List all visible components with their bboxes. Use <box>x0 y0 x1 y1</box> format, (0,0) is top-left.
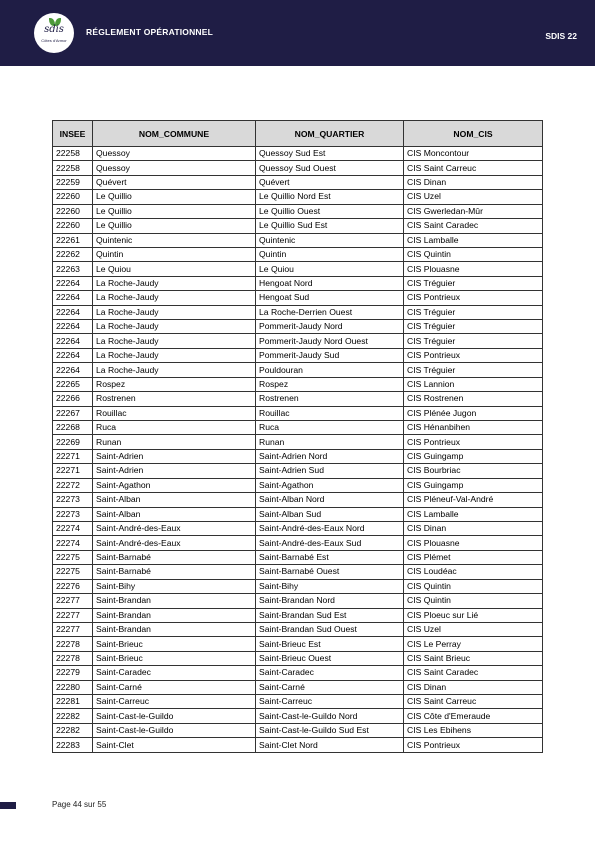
table-row <box>53 723 543 737</box>
table-cell: Saint-Agathon <box>93 478 256 492</box>
table-row <box>53 478 543 492</box>
table-cell: Quintin <box>256 247 404 261</box>
table-row <box>53 435 543 449</box>
table-cell: Rospez <box>256 377 404 391</box>
table-cell: Runan <box>93 435 256 449</box>
table-cell: Saint-Adrien Sud <box>256 464 404 478</box>
table-cell: 22278 <box>53 651 93 665</box>
footer-accent-bar <box>0 802 16 809</box>
table-cell: CIS Saint Brieuc <box>404 651 543 665</box>
table-row <box>53 464 543 478</box>
table-cell: 22282 <box>53 723 93 737</box>
table-cell: Le Quiou <box>256 262 404 276</box>
table-cell: CIS Uzel <box>404 622 543 636</box>
table-cell: 22272 <box>53 478 93 492</box>
column-header: INSEE <box>53 121 93 147</box>
table-cell: Saint-Cast-le-Guildo Nord <box>256 709 404 723</box>
table-row <box>53 536 543 550</box>
table-cell: 22258 <box>53 161 93 175</box>
table-cell: Ruca <box>93 421 256 435</box>
table-cell: Quessoy <box>93 161 256 175</box>
table-row <box>53 406 543 420</box>
table-cell: Saint-André-des-Eaux Nord <box>256 521 404 535</box>
table-cell: CIS Guingamp <box>404 449 543 463</box>
table-cell: 22274 <box>53 536 93 550</box>
table-cell: 22278 <box>53 637 93 651</box>
table-row <box>53 147 543 161</box>
table-row <box>53 666 543 680</box>
table-cell: Quévert <box>93 175 256 189</box>
column-header: NOM_COMMUNE <box>93 121 256 147</box>
table-cell: Quintenic <box>93 233 256 247</box>
table-cell: CIS Quintin <box>404 594 543 608</box>
table-cell: Quessoy <box>93 147 256 161</box>
table-cell: La Roche-Jaudy <box>93 320 256 334</box>
table-cell: Saint-Brandan Sud Est <box>256 608 404 622</box>
table-cell: CIS Le Perray <box>404 637 543 651</box>
table-row <box>53 637 543 651</box>
table-row <box>53 320 543 334</box>
table-row <box>53 608 543 622</box>
table-cell: Quévert <box>256 175 404 189</box>
table-cell: Saint-André-des-Eaux Sud <box>256 536 404 550</box>
insee-cis-table <box>52 120 543 753</box>
table-cell: Ruca <box>256 421 404 435</box>
table-row <box>53 276 543 290</box>
table-cell: CIS Plouasne <box>404 262 543 276</box>
table-cell: CIS Plouasne <box>404 536 543 550</box>
table-row <box>53 594 543 608</box>
table-cell: CIS Hénanbihen <box>404 421 543 435</box>
table-row <box>53 579 543 593</box>
table-cell: 22280 <box>53 680 93 694</box>
table-cell: 22264 <box>53 276 93 290</box>
table-cell: Saint-Adrien <box>93 449 256 463</box>
table-cell: CIS Saint Carreuc <box>404 695 543 709</box>
table-cell: Saint-Cast-le-Guildo <box>93 723 256 737</box>
table-cell: Le Quillio Ouest <box>256 204 404 218</box>
table-cell: Saint-André-des-Eaux <box>93 536 256 550</box>
table-cell: 22264 <box>53 348 93 362</box>
table-cell: CIS Uzel <box>404 190 543 204</box>
table-row <box>53 449 543 463</box>
table-cell: 22259 <box>53 175 93 189</box>
table-cell: CIS Guingamp <box>404 478 543 492</box>
table-cell: Saint-Alban Sud <box>256 507 404 521</box>
table-header-row <box>53 121 543 147</box>
table-row <box>53 190 543 204</box>
table-row <box>53 651 543 665</box>
table-cell: 22264 <box>53 334 93 348</box>
table-cell: CIS Tréguier <box>404 363 543 377</box>
table-cell: CIS Tréguier <box>404 305 543 319</box>
table-row <box>53 738 543 752</box>
table-cell: Saint-Brieuc <box>93 637 256 651</box>
table-cell: Saint-Brieuc Ouest <box>256 651 404 665</box>
table-row <box>53 680 543 694</box>
table-cell: CIS Saint Carreuc <box>404 161 543 175</box>
table-cell: CIS Moncontour <box>404 147 543 161</box>
table-cell: Quessoy Sud Ouest <box>256 161 404 175</box>
table-row <box>53 334 543 348</box>
table-cell: 22273 <box>53 493 93 507</box>
table-cell: CIS Pontrieux <box>404 435 543 449</box>
table-cell: Hengoat Nord <box>256 276 404 290</box>
table-cell: CIS Dinan <box>404 521 543 535</box>
table-cell: CIS Les Ebihens <box>404 723 543 737</box>
table-cell: La Roche-Jaudy <box>93 291 256 305</box>
table-cell: Saint-Caradec <box>93 666 256 680</box>
table-cell: Saint-Barnabé Ouest <box>256 565 404 579</box>
table-row <box>53 291 543 305</box>
table-cell: Saint-Clet <box>93 738 256 752</box>
table-cell: Saint-Brandan Sud Ouest <box>256 622 404 636</box>
table-cell: Quintin <box>93 247 256 261</box>
table-row <box>53 161 543 175</box>
table-row <box>53 622 543 636</box>
table-cell: Saint-Carreuc <box>256 695 404 709</box>
table-cell: CIS Pléneuf-Val-André <box>404 493 543 507</box>
table-cell: 22275 <box>53 550 93 564</box>
table-row <box>53 709 543 723</box>
table-cell: Le Quillio <box>93 219 256 233</box>
table-row <box>53 233 543 247</box>
table-cell: Saint-Bihy <box>256 579 404 593</box>
table-cell: CIS Pontrieux <box>404 291 543 305</box>
column-header: NOM_CIS <box>404 121 543 147</box>
table-cell: Saint-Agathon <box>256 478 404 492</box>
table-cell: CIS Lannion <box>404 377 543 391</box>
table-row <box>53 565 543 579</box>
table-cell: Saint-Bihy <box>93 579 256 593</box>
table-cell: 22277 <box>53 594 93 608</box>
table-cell: 22261 <box>53 233 93 247</box>
table-cell: Le Quillio <box>93 204 256 218</box>
table-cell: 22264 <box>53 320 93 334</box>
table-cell: CIS Loudéac <box>404 565 543 579</box>
table-cell: 22277 <box>53 608 93 622</box>
table-cell: Saint-Brandan <box>93 622 256 636</box>
table-cell: Saint-Brieuc Est <box>256 637 404 651</box>
table-cell: 22283 <box>53 738 93 752</box>
table-cell: Saint-Adrien <box>93 464 256 478</box>
table-cell: Rospez <box>93 377 256 391</box>
table-cell: CIS Ploeuc sur Lié <box>404 608 543 622</box>
table-row <box>53 363 543 377</box>
table-cell: 22262 <box>53 247 93 261</box>
table-row <box>53 695 543 709</box>
logo-text: sdis <box>44 24 64 35</box>
table-cell: 22275 <box>53 565 93 579</box>
table-cell: Le Quillio Nord Est <box>256 190 404 204</box>
sdis-logo <box>34 13 74 53</box>
table-cell: Pommerit-Jaudy Sud <box>256 348 404 362</box>
table-cell: CIS Plénée Jugon <box>404 406 543 420</box>
table-cell: 22260 <box>53 190 93 204</box>
page-number: Page 44 sur 55 <box>52 800 107 809</box>
table-cell: CIS Dinan <box>404 680 543 694</box>
table-row <box>53 219 543 233</box>
table-cell: Saint-Barnabé <box>93 565 256 579</box>
table-cell: Saint-Clet Nord <box>256 738 404 752</box>
table-cell: La Roche-Jaudy <box>93 305 256 319</box>
table-cell: Saint-Cast-le-Guildo Sud Est <box>256 723 404 737</box>
table-cell: CIS Côte d'Emeraude <box>404 709 543 723</box>
table-cell: Saint-Brandan <box>93 608 256 622</box>
table-cell: Saint-Cast-le-Guildo <box>93 709 256 723</box>
document-title: RÉGLEMENT OPÉRATIONNEL <box>86 27 214 37</box>
table-row <box>53 262 543 276</box>
table-cell: Le Quillio <box>93 190 256 204</box>
table-cell: La Roche-Derrien Ouest <box>256 305 404 319</box>
table-cell: 22281 <box>53 695 93 709</box>
table-row <box>53 493 543 507</box>
table-cell: CIS Lamballe <box>404 507 543 521</box>
table-cell: 22268 <box>53 421 93 435</box>
table-cell: 22277 <box>53 622 93 636</box>
table-cell: Saint-Carné <box>93 680 256 694</box>
table-row <box>53 392 543 406</box>
table-cell: 22279 <box>53 666 93 680</box>
table-cell: Saint-Brandan Nord <box>256 594 404 608</box>
table-cell: CIS Rostrenen <box>404 392 543 406</box>
table-cell: Rostrenen <box>93 392 256 406</box>
table-cell: Pouldouran <box>256 363 404 377</box>
table-cell: Saint-Barnabé <box>93 550 256 564</box>
table-cell: Quintenic <box>256 233 404 247</box>
table-cell: Saint-Carné <box>256 680 404 694</box>
table-row <box>53 348 543 362</box>
table-cell: Saint-Brandan <box>93 594 256 608</box>
table-cell: Saint-Carreuc <box>93 695 256 709</box>
table-cell: La Roche-Jaudy <box>93 276 256 290</box>
table-cell: CIS Gwerledan-Mûr <box>404 204 543 218</box>
table-cell: CIS Lamballe <box>404 233 543 247</box>
table-cell: Saint-Caradec <box>256 666 404 680</box>
table-cell: CIS Plémet <box>404 550 543 564</box>
table-cell: 22260 <box>53 219 93 233</box>
table-cell: Rouillac <box>256 406 404 420</box>
table-cell: 22267 <box>53 406 93 420</box>
table-row <box>53 247 543 261</box>
table-cell: 22282 <box>53 709 93 723</box>
table-cell: Saint-Barnabé Est <box>256 550 404 564</box>
table-cell: 22273 <box>53 507 93 521</box>
table-cell: 22276 <box>53 579 93 593</box>
table-cell: Rostrenen <box>256 392 404 406</box>
table-row <box>53 377 543 391</box>
table-cell: 22266 <box>53 392 93 406</box>
table-cell: 22264 <box>53 363 93 377</box>
table-cell: CIS Tréguier <box>404 320 543 334</box>
table-cell: CIS Pontrieux <box>404 348 543 362</box>
table-cell: La Roche-Jaudy <box>93 334 256 348</box>
table-cell: 22265 <box>53 377 93 391</box>
table-cell: 22260 <box>53 204 93 218</box>
table-cell: Saint-Alban Nord <box>256 493 404 507</box>
table-cell: CIS Tréguier <box>404 334 543 348</box>
table-row <box>53 305 543 319</box>
table-cell: 22271 <box>53 464 93 478</box>
table-cell: Le Quillio Sud Est <box>256 219 404 233</box>
column-header: NOM_QUARTIER <box>256 121 404 147</box>
table-cell: Quessoy Sud Est <box>256 147 404 161</box>
table-cell: 22269 <box>53 435 93 449</box>
table-cell: La Roche-Jaudy <box>93 348 256 362</box>
table-row <box>53 550 543 564</box>
table-cell: CIS Dinan <box>404 175 543 189</box>
table-cell: 22271 <box>53 449 93 463</box>
table-cell: Saint-André-des-Eaux <box>93 521 256 535</box>
table-cell: CIS Saint Caradec <box>404 666 543 680</box>
table-cell: 22274 <box>53 521 93 535</box>
table-row <box>53 507 543 521</box>
document-code: SDIS 22 <box>545 31 577 41</box>
table-cell: Saint-Adrien Nord <box>256 449 404 463</box>
table-cell: CIS Quintin <box>404 247 543 261</box>
table-row <box>53 521 543 535</box>
table-cell: Pommerit-Jaudy Nord Ouest <box>256 334 404 348</box>
table-cell: Hengoat Sud <box>256 291 404 305</box>
table-cell: CIS Bourbriac <box>404 464 543 478</box>
table-cell: CIS Pontrieux <box>404 738 543 752</box>
table-row <box>53 421 543 435</box>
table-cell: Saint-Brieuc <box>93 651 256 665</box>
table-cell: La Roche-Jaudy <box>93 363 256 377</box>
table-cell: Saint-Alban <box>93 507 256 521</box>
table-cell: Pommerit-Jaudy Nord <box>256 320 404 334</box>
table-cell: CIS Quintin <box>404 579 543 593</box>
table-cell: CIS Tréguier <box>404 276 543 290</box>
table-cell: 22264 <box>53 291 93 305</box>
page-header <box>0 0 595 66</box>
table-row <box>53 204 543 218</box>
table-cell: Le Quiou <box>93 262 256 276</box>
table-cell: Rouillac <box>93 406 256 420</box>
table-cell: 22258 <box>53 147 93 161</box>
table-cell: 22263 <box>53 262 93 276</box>
table-cell: Saint-Alban <box>93 493 256 507</box>
table-cell: 22264 <box>53 305 93 319</box>
table-cell: Runan <box>256 435 404 449</box>
table-cell: CIS Saint Caradec <box>404 219 543 233</box>
logo-subtext: Côtes d'Armor <box>41 38 67 43</box>
table-row <box>53 175 543 189</box>
